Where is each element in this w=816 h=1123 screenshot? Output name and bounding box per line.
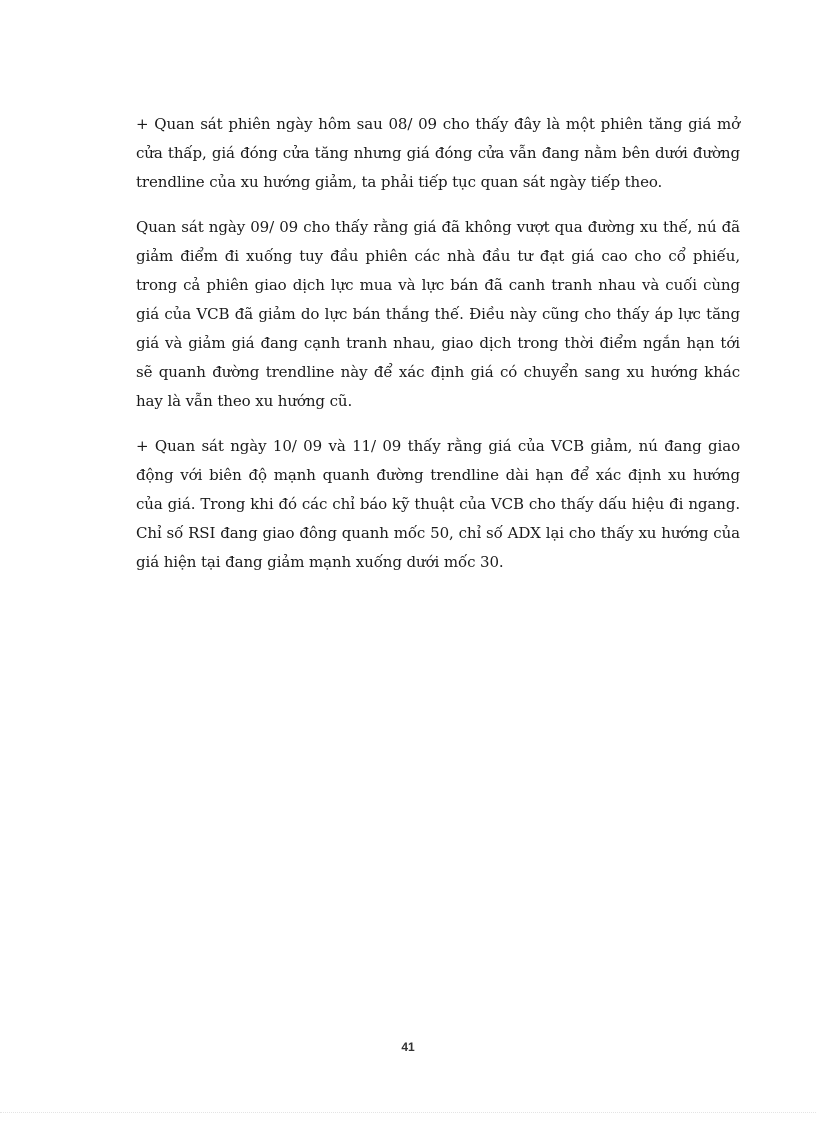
page-number: 41 bbox=[401, 1040, 415, 1054]
footer-divider bbox=[0, 1112, 816, 1113]
paragraph-1: + Quan sát phiên ngày hôm sau 08/ 09 cho thấy đây là một phiên tăng giá mở cửa thấp, giá đóng cửa tăng nhưng giá đóng cửa vẫn đang nằm bên dưới đường trendline của xu hướng giảm, ta phải tiếp tục quan sát ngày tiếp theo. bbox=[136, 115, 740, 191]
paragraph-3: + Quan sát ngày 10/ 09 và 11/ 09 thấy rằng giá của VCB giảm, nú đang giao động với biên độ mạnh quanh đường trendline dài hạn để xác định xu hướng của giá. Trong khi đó các chỉ báo kỹ thuật của VCB cho thấy dấu hiệu đi ngang. Chỉ số RSI đang giao đông quanh mốc 50, chỉ số ADX lại cho thấy xu hướng của giá hiện tại đang giảm mạnh xuống dưới mốc 30. bbox=[136, 437, 740, 571]
body-text bbox=[136, 110, 740, 593]
paragraph-2: Quan sát ngày 09/ 09 cho thấy rằng giá đã không vượt qua đường xu thế, nú đã giảm điểm đi xuống tuy đầu phiên các nhà đầu tư đạt giá cao cho cổ phiếu, trong cả phiên giao dịch lực mua và lực bán đã canh tranh nhau và cuối cùng giá của VCB đã giảm do lực bán thắng thế. Điều này cũng cho thấy áp lực tăng giá và giảm giá đang cạnh tranh nhau, giao dịch trong thời điểm ngắn hạn tới sẽ quanh đường trendline này để xác định giá có chuyển sang xu hướng khác hay là vẫn theo xu hướng cũ. bbox=[136, 218, 740, 410]
